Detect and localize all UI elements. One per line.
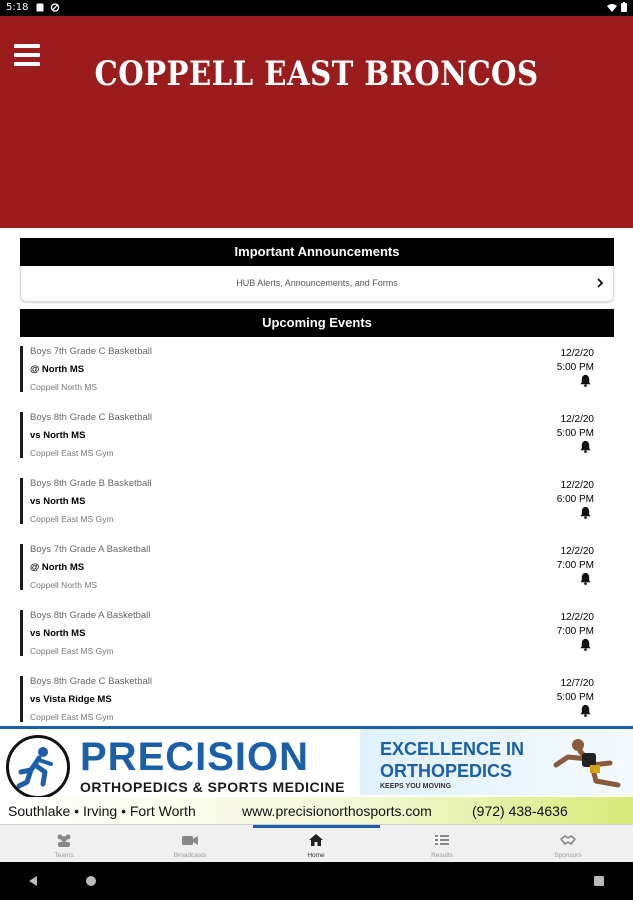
- bell-icon[interactable]: [579, 374, 592, 387]
- event-accent-bar: [20, 544, 23, 590]
- event-date: 12/2/20: [560, 414, 594, 425]
- bell-icon[interactable]: [579, 704, 592, 717]
- menu-icon[interactable]: [14, 44, 42, 68]
- battery-icon: [621, 2, 627, 12]
- event-location: Coppell North MS: [30, 580, 98, 590]
- tab-sponsors-label: Sponsors: [554, 852, 582, 859]
- runner-photo-icon: [548, 735, 632, 799]
- tab-home[interactable]: [253, 825, 379, 863]
- home-icon: [308, 833, 324, 847]
- event-date: 12/7/20: [560, 678, 594, 689]
- event-accent-bar: [20, 478, 23, 524]
- event-sport: Boys 8th Grade C Basketball: [30, 412, 152, 423]
- bell-icon[interactable]: [579, 572, 592, 585]
- recents-icon[interactable]: [592, 874, 606, 888]
- teams-icon: [56, 833, 72, 847]
- status-time: 5:18: [6, 2, 29, 13]
- event-date: 12/2/20: [560, 348, 594, 359]
- ad-website: www.precisionorthosports.com: [242, 803, 432, 819]
- event-accent-bar: [20, 610, 23, 656]
- event-item[interactable]: [20, 534, 614, 590]
- event-time: 7:00 PM: [556, 560, 594, 571]
- event-date: 12/2/20: [560, 612, 594, 623]
- tab-home-label: Home: [307, 852, 325, 859]
- list-icon: [434, 833, 450, 847]
- event-opponent: @ North MS: [30, 562, 85, 573]
- event-item[interactable]: [20, 402, 614, 458]
- event-date: 12/2/20: [560, 480, 594, 491]
- ad-tagline-2: ORTHOPEDICS: [380, 761, 513, 781]
- announcements-link[interactable]: [20, 266, 614, 302]
- ad-phone: (972) 438-4636: [472, 803, 568, 819]
- wifi-icon: [607, 3, 617, 12]
- events-heading: Upcoming Events: [20, 309, 614, 337]
- event-opponent: vs North MS: [30, 628, 86, 639]
- tab-teams[interactable]: [1, 825, 127, 863]
- status-bar: [0, 0, 633, 16]
- event-sport: Boys 8th Grade B Basketball: [30, 478, 152, 489]
- event-sport: Boys 7th Grade C Basketball: [30, 346, 152, 357]
- event-sport: Boys 7th Grade A Basketball: [30, 544, 151, 555]
- event-time: 7:00 PM: [556, 626, 594, 637]
- bell-icon[interactable]: [579, 440, 592, 453]
- ad-logo: [6, 735, 70, 799]
- handshake-icon: [560, 833, 576, 847]
- back-icon[interactable]: [26, 874, 40, 888]
- ad-brand: PRECISION: [80, 735, 310, 779]
- ad-cities: Southlake • Irving • Fort Worth: [8, 803, 196, 819]
- events-list: [20, 336, 614, 726]
- data-saver-icon: [50, 3, 60, 12]
- ad-tagline-3: KEEPS YOU MOVING: [380, 783, 452, 790]
- event-opponent: vs North MS: [30, 496, 86, 507]
- event-item[interactable]: [20, 666, 614, 722]
- sponsor-banner[interactable]: [0, 726, 633, 824]
- event-time: 5:00 PM: [556, 362, 594, 373]
- event-item[interactable]: [20, 468, 614, 524]
- event-opponent: vs North MS: [30, 430, 86, 441]
- event-item[interactable]: [20, 600, 614, 656]
- event-time: 6:00 PM: [556, 494, 594, 505]
- tab-sponsors[interactable]: [505, 825, 631, 863]
- home-button-icon[interactable]: [84, 874, 98, 888]
- tab-teams-label: Teams: [54, 852, 74, 859]
- event-accent-bar: [20, 412, 23, 458]
- bell-icon[interactable]: [579, 506, 592, 519]
- event-location: Coppell East MS Gym: [30, 448, 114, 458]
- event-location: Coppell East MS Gym: [30, 646, 114, 656]
- storage-icon: [36, 3, 44, 12]
- team-header: [0, 16, 633, 228]
- tab-broadcasts[interactable]: [127, 825, 253, 863]
- announcements-link-text: HUB Alerts, Announcements, and Forms: [236, 278, 398, 288]
- event-time: 5:00 PM: [556, 692, 594, 703]
- tab-results[interactable]: [379, 825, 505, 863]
- event-location: Coppell East MS Gym: [30, 712, 114, 722]
- video-camera-icon: [182, 833, 198, 847]
- bottom-navigation: [0, 824, 633, 862]
- school-title: COPPELL EAST BRONCOS: [94, 54, 539, 94]
- bell-icon[interactable]: [579, 638, 592, 651]
- event-sport: Boys 8th Grade A Basketball: [30, 610, 151, 621]
- system-navigation-bar: [0, 862, 633, 900]
- runner-logo-icon: [9, 738, 67, 796]
- ad-brand-subtitle: ORTHOPEDICS & SPORTS MEDICINE: [80, 779, 345, 795]
- announcements-heading: Important Announcements: [20, 238, 614, 266]
- event-time: 5:00 PM: [556, 428, 594, 439]
- status-icons: [607, 2, 627, 12]
- event-location: Coppell North MS: [30, 382, 98, 392]
- tab-broadcasts-label: Broadcasts: [173, 852, 207, 859]
- ad-tagline-1: EXCELLENCE IN: [380, 739, 525, 759]
- tab-results-label: Results: [431, 852, 453, 859]
- event-opponent: @ North MS: [30, 364, 85, 375]
- chevron-right-icon: [595, 276, 605, 290]
- event-location: Coppell East MS Gym: [30, 514, 114, 524]
- event-accent-bar: [20, 676, 23, 722]
- event-accent-bar: [20, 346, 23, 392]
- event-sport: Boys 8th Grade C Basketball: [30, 676, 152, 687]
- event-date: 12/2/20: [560, 546, 594, 557]
- event-opponent: vs Vista Ridge MS: [30, 694, 112, 705]
- event-item[interactable]: [20, 336, 614, 392]
